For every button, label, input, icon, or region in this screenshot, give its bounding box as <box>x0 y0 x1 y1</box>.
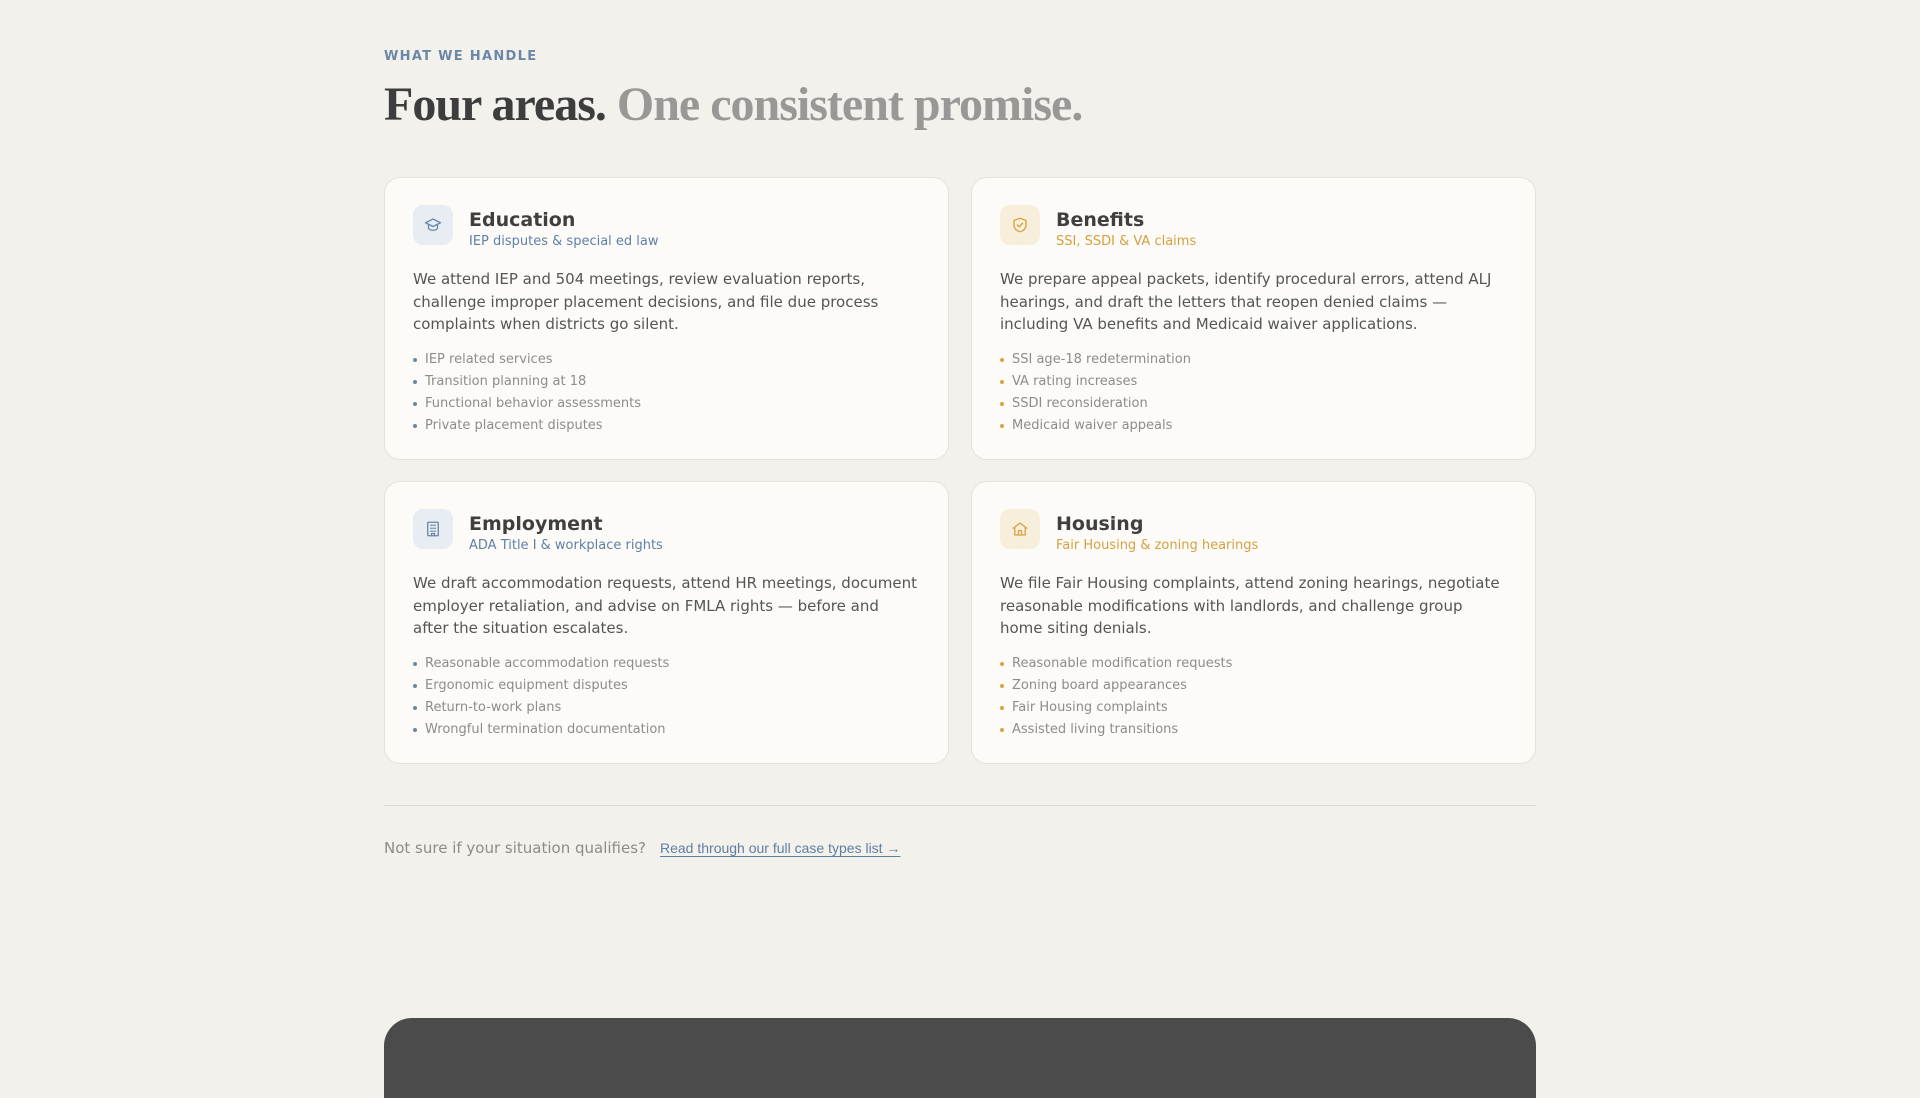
list-item: Functional behavior assessments <box>413 393 920 415</box>
card-title: Education <box>469 209 576 231</box>
list-item: Ergonomic equipment disputes <box>413 675 920 697</box>
list-item: Assisted living transitions <box>1000 719 1507 741</box>
list-item: Reasonable accommodation requests <box>413 653 920 675</box>
card-education <box>384 177 949 460</box>
card-subtitle: ADA Title I & workplace rights <box>469 538 663 553</box>
card-header <box>413 205 920 249</box>
headline-muted: One consistent promise. <box>616 78 1083 131</box>
card-description: We file Fair Housing complaints, attend zoning hearings, negotiate reasonable modifications with landlords, and challenge group home siting denials. <box>1000 574 1500 637</box>
section-eyebrow: WHAT WE HANDLE <box>384 49 538 64</box>
card-title: Housing <box>1056 513 1144 535</box>
card-benefits <box>971 177 1536 460</box>
card-employment <box>384 481 949 764</box>
card-description: We draft accommodation requests, attend HR meetings, document employer retaliation, and advise on FMLA rights — before and after the situation escalates. <box>413 574 917 637</box>
card-subtitle: IEP disputes & special ed law <box>469 234 659 249</box>
list-item: Private placement disputes <box>413 415 920 437</box>
list-item: Wrongful termination documentation <box>413 719 920 741</box>
dark-cta-panel <box>384 1018 1536 1098</box>
card-item-list <box>1000 349 1507 437</box>
list-item: Zoning board appearances <box>1000 675 1507 697</box>
qualification-question: Not sure if your situation qualifies? <box>384 839 646 857</box>
office-building-icon <box>413 509 453 549</box>
card-subtitle: SSI, SSDI & VA claims <box>1056 234 1197 249</box>
list-item: Reasonable modification requests <box>1000 653 1507 675</box>
section-headline <box>384 76 1082 134</box>
card-description: We attend IEP and 504 meetings, review evaluation reports, challenge improper placement decisions, and file due process complaints when districts go silent. <box>413 270 879 333</box>
list-item: Fair Housing complaints <box>1000 697 1507 719</box>
list-item: Medicaid waiver appeals <box>1000 415 1507 437</box>
list-item: Return-to-work plans <box>413 697 920 719</box>
card-header <box>1000 509 1507 553</box>
list-item: Transition planning at 18 <box>413 371 920 393</box>
card-header <box>1000 205 1507 249</box>
card-housing <box>971 481 1536 764</box>
case-types-link[interactable]: Read through our full case types list → <box>660 840 901 856</box>
list-item: VA rating increases <box>1000 371 1507 393</box>
list-item: SSI age-18 redetermination <box>1000 349 1507 371</box>
card-item-list <box>413 349 920 437</box>
list-item: IEP related services <box>413 349 920 371</box>
list-item: SSDI reconsideration <box>1000 393 1507 415</box>
qualification-note <box>384 839 900 857</box>
practice-area-cards <box>384 177 1536 764</box>
section-divider <box>384 805 1536 806</box>
headline-main: Four areas. <box>384 78 606 131</box>
card-item-list <box>413 653 920 741</box>
card-title: Employment <box>469 513 603 535</box>
card-item-list <box>1000 653 1507 741</box>
card-description: We prepare appeal packets, identify procedural errors, attend ALJ hearings, and draft the letters that reopen denied claims — including VA benefits and Medicaid waiver applications. <box>1000 270 1492 333</box>
card-title: Benefits <box>1056 209 1145 231</box>
shield-check-icon <box>1000 205 1040 245</box>
card-header <box>413 509 920 553</box>
house-icon <box>1000 509 1040 549</box>
graduation-cap-icon <box>413 205 453 245</box>
card-subtitle: Fair Housing & zoning hearings <box>1056 538 1259 553</box>
